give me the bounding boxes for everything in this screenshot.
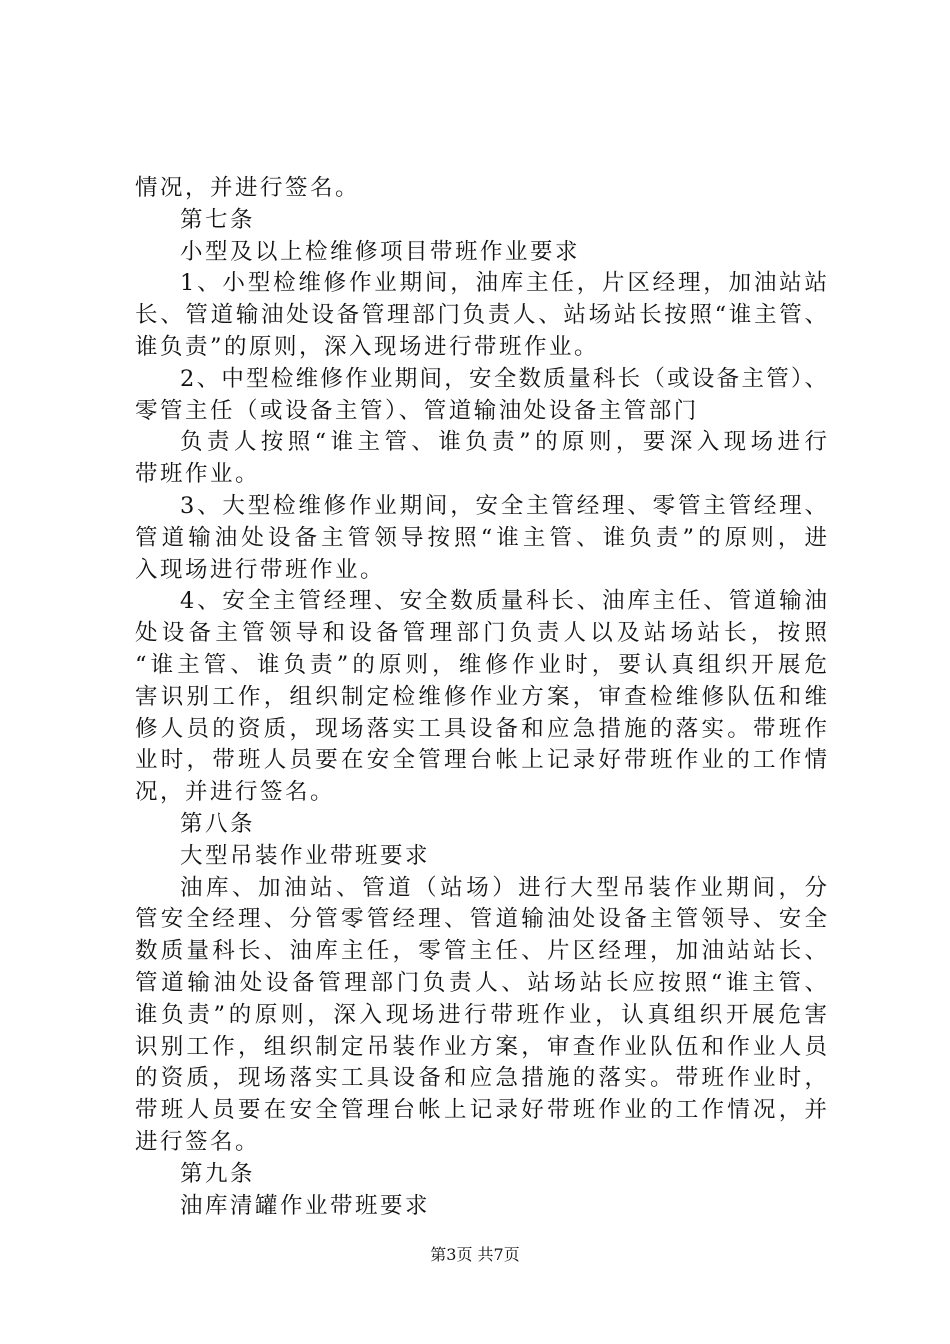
text-line: 第七条 <box>180 206 256 233</box>
text-line: 数质量科长、油库主任，零管主任、片区经理，加油站站长、 <box>135 938 827 965</box>
text-line: 入现场进行带班作业。 <box>135 556 386 583</box>
text-line: 进行签名。 <box>135 1128 261 1155</box>
text-line: 业时，带班人员要在安全管理台帐上记录好带班作业的工作情 <box>135 747 827 774</box>
text-line: 识别工作，组织制定吊装作业方案，审查作业队伍和作业人员 <box>135 1033 827 1060</box>
text-line: 2、中型检维修作业期间，安全数质量科长（或设备主管）、 <box>180 365 827 392</box>
text-line: 油库清罐作业带班要求 <box>180 1192 431 1219</box>
text-line: 大型吊装作业带班要求 <box>180 842 431 869</box>
text-line: 3、大型检维修作业期间，安全主管经理、零管主管经理、 <box>180 492 827 519</box>
text-line: 谁负责”的原则，深入现场进行带班作业，认真组织开展危害 <box>135 1001 827 1028</box>
text-line: 害识别工作，组织制定检维修作业方案，审查检维修队伍和维 <box>135 683 827 710</box>
text-line: 1、小型检维修作业期间，油库主任，片区经理，加油站站 <box>180 270 827 297</box>
text-line: 情况，并进行签名。 <box>135 175 361 201</box>
text-line: 带班作业。 <box>135 461 261 488</box>
text-line: “谁主管、谁负责”的原则，维修作业时，要认真组织开展危 <box>135 651 827 678</box>
page-footer: 第3页 共7页 <box>430 1245 520 1264</box>
text-line: 况，并进行签名。 <box>135 779 336 806</box>
text-line: 的资质，现场落实工具设备和应急措施的落实。带班作业时， <box>135 1065 827 1092</box>
text-line: 管道输油处设备主管领导按照“谁主管、谁负责”的原则，进 <box>135 524 827 551</box>
text-line: 4、安全主管经理、安全数质量科长、油库主任、管道输油 <box>180 588 827 615</box>
text-line: 带班人员要在安全管理台帐上记录好带班作业的工作情况，并 <box>135 1097 827 1124</box>
text-line: 零管主任（或设备主管）、管道输油处设备主管部门 <box>135 397 699 424</box>
text-line: 管道输油处设备管理部门负责人、站场站长应按照“谁主管、 <box>135 969 827 996</box>
text-line: 管安全经理、分管零管经理、管道输油处设备主管领导、安全 <box>135 906 827 933</box>
text-line: 处设备主管领导和设备管理部门负责人以及站场站长，按照 <box>135 620 827 647</box>
text-line: 修人员的资质，现场落实工具设备和应急措施的落实。带班作 <box>135 715 827 742</box>
body-text <box>135 173 827 1222</box>
text-line: 第九条 <box>180 1160 256 1187</box>
text-line: 谁负责”的原则，深入现场进行带班作业。 <box>135 333 600 360</box>
text-line: 油库、加油站、管道（站场）进行大型吊装作业期间，分 <box>180 874 827 901</box>
text-line: 第八条 <box>180 810 256 837</box>
text-line: 小型及以上检维修项目带班作业要求 <box>180 238 581 265</box>
text-line: 长、管道输油处设备管理部门负责人、站场站长按照“谁主管、 <box>135 302 827 329</box>
text-line: 负责人按照“谁主管、谁负责”的原则，要深入现场进行 <box>180 429 827 456</box>
